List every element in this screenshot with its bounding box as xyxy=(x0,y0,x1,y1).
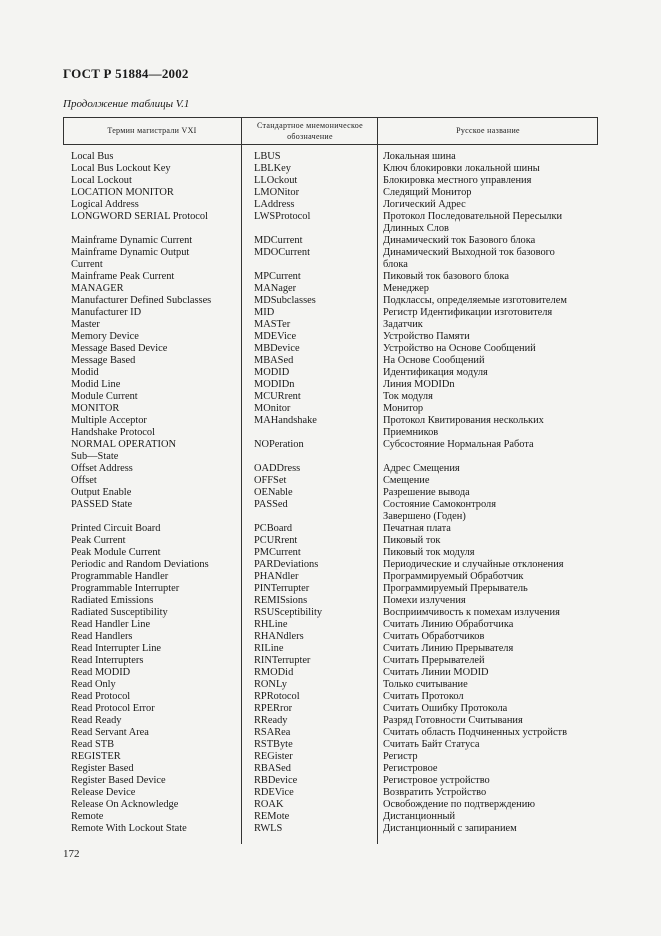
cell-mnemonic: LWSProtocol xyxy=(254,211,311,222)
table-row xyxy=(63,823,598,835)
cell-mnemonic: PCBoard xyxy=(254,523,293,534)
table-row xyxy=(63,715,598,727)
table-row xyxy=(63,679,598,691)
cell-term: Periodic and Random Deviations xyxy=(71,559,209,570)
cell-russian: Состояние Самоконтроля Завершено (Годен) xyxy=(383,499,496,522)
table-right-border xyxy=(597,117,598,144)
cell-russian: Регистр xyxy=(383,751,418,762)
cell-mnemonic: MID xyxy=(254,307,275,318)
table-row xyxy=(63,295,598,307)
cell-term: Peak Module Current xyxy=(71,547,161,558)
cell-term: Local Bus xyxy=(71,151,114,162)
cell-russian: Устройство на Основе Сообщений xyxy=(383,343,536,354)
cell-term: Remote With Lockout State xyxy=(71,823,187,834)
cell-russian: Считать Ошибку Протокола xyxy=(383,703,508,714)
cell-russian: Устройство Памяти xyxy=(383,331,470,342)
table-row xyxy=(63,367,598,379)
cell-mnemonic: MPCurrent xyxy=(254,271,301,282)
table-row xyxy=(63,547,598,559)
cell-russian: Регистровое устройство xyxy=(383,775,490,786)
cell-mnemonic: RMODid xyxy=(254,667,294,678)
cell-russian: Только считывание xyxy=(383,679,468,690)
column-header-term: Термин магистрали VXI xyxy=(107,126,197,135)
cell-mnemonic: RWLS xyxy=(254,823,283,834)
cell-term: Multiple Acceptor Handshake Protocol xyxy=(71,415,155,438)
cell-term: Peak Current xyxy=(71,535,126,546)
cell-mnemonic: MBASed xyxy=(254,355,294,366)
table-row xyxy=(63,787,598,799)
table-row xyxy=(63,463,598,475)
table-row xyxy=(63,571,598,583)
cell-russian: Считать Протокол xyxy=(383,691,464,702)
cell-term: Release Device xyxy=(71,787,136,798)
table-top-border xyxy=(63,117,598,118)
table-row xyxy=(63,583,598,595)
cell-russian: Считать Линию Обработчика xyxy=(383,619,514,630)
cell-russian: Пиковый ток базового блока xyxy=(383,271,509,282)
cell-mnemonic: LLOckout xyxy=(254,175,298,186)
header-bottom-border xyxy=(63,144,598,145)
table-caption: Продолжение таблицы V.1 xyxy=(63,98,190,110)
cell-mnemonic: LBUS xyxy=(254,151,281,162)
cell-mnemonic: RINTerrupter xyxy=(254,655,311,666)
cell-mnemonic: PARDeviations xyxy=(254,559,319,570)
cell-term: Local Lockout xyxy=(71,175,132,186)
table-row xyxy=(63,595,598,607)
table-row xyxy=(63,175,598,187)
cell-russian: Периодические и случайные отклонения xyxy=(383,559,564,570)
cell-mnemonic: REMISsions xyxy=(254,595,308,606)
cell-mnemonic: PHANdler xyxy=(254,571,299,582)
cell-mnemonic: RPRotocol xyxy=(254,691,300,702)
cell-term: Output Enable xyxy=(71,487,132,498)
cell-mnemonic: RSUSceptibility xyxy=(254,607,323,618)
cell-term: Offset xyxy=(71,475,97,486)
cell-russian: Линия MODIDn xyxy=(383,379,455,390)
cell-mnemonic: LBLKey xyxy=(254,163,291,174)
table-row xyxy=(63,151,598,163)
cell-russian: Программируемый Обработчик xyxy=(383,571,524,582)
cell-russian: Помехи излучения xyxy=(383,595,466,606)
cell-russian: Считать Линию Прерывателя xyxy=(383,643,514,654)
cell-mnemonic: RDEVice xyxy=(254,787,294,798)
cell-russian: Блокировка местного управления xyxy=(383,175,532,186)
cell-mnemonic: RSARea xyxy=(254,727,291,738)
cell-mnemonic: NOPeration xyxy=(254,439,304,450)
cell-mnemonic: OADDress xyxy=(254,463,301,474)
cell-term: Message Based xyxy=(71,355,136,366)
table-row xyxy=(63,643,598,655)
cell-mnemonic: RBASed xyxy=(254,763,291,774)
cell-mnemonic: OENable xyxy=(254,487,293,498)
cell-russian: Динамический ток Базового блока xyxy=(383,235,536,246)
cell-mnemonic: RBDevice xyxy=(254,775,298,786)
cell-russian: Логический Адрес xyxy=(383,199,466,210)
table-row xyxy=(63,439,598,463)
table-row xyxy=(63,763,598,775)
cell-russian: Протокол Последовательной Пересылки Длинных Слов xyxy=(383,211,563,234)
table-row xyxy=(63,799,598,811)
table-row xyxy=(63,403,598,415)
cell-russian: Восприимчивость к помехам излучения xyxy=(383,607,560,618)
table-row xyxy=(63,487,598,499)
cell-mnemonic: MODIDn xyxy=(254,379,295,390)
cell-russian: Программируемый Прерыватель xyxy=(383,583,528,594)
table-row xyxy=(63,187,598,199)
table-row xyxy=(63,631,598,643)
cell-term: Read Handlers xyxy=(71,631,133,642)
cell-term: Mainframe Peak Current xyxy=(71,271,175,282)
cell-term: Mainframe Dynamic Output Current xyxy=(71,247,190,270)
cell-russian: Разряд Готовности Считывания xyxy=(383,715,523,726)
cell-russian: Считать Прерывателей xyxy=(383,655,485,666)
cell-mnemonic: PCURrent xyxy=(254,535,298,546)
cell-russian: На Основе Сообщений xyxy=(383,355,485,366)
cell-mnemonic: RONLy xyxy=(254,679,287,690)
cell-mnemonic: MAHandshake xyxy=(254,415,317,426)
cell-russian: Регистровое xyxy=(383,763,438,774)
cell-term: Read Interrupter Line xyxy=(71,643,162,654)
column-header-mnemonic: Стандартное мнемоническое обозначение xyxy=(256,121,364,141)
cell-mnemonic: MASTer xyxy=(254,319,291,330)
cell-term: Message Based Device xyxy=(71,343,168,354)
table-row xyxy=(63,391,598,403)
cell-term: Manufacturer Defined Subclasses xyxy=(71,295,212,306)
cell-term: Logical Address xyxy=(71,199,139,210)
cell-term: Read Ready xyxy=(71,715,122,726)
cell-term: Radiated Emissions xyxy=(71,595,154,606)
cell-russian: Задатчик xyxy=(383,319,423,330)
cell-term: Register Based Device xyxy=(71,775,166,786)
cell-russian: Печатная плата xyxy=(383,523,451,534)
cell-term: Module Current xyxy=(71,391,138,402)
cell-russian: Идентификация модуля xyxy=(383,367,488,378)
cell-mnemonic: MANager xyxy=(254,283,297,294)
table-row xyxy=(63,319,598,331)
cell-term: Read Protocol Error xyxy=(71,703,155,714)
cell-term: Radiated Susceptibility xyxy=(71,607,168,618)
table-row xyxy=(63,379,598,391)
table-row xyxy=(63,619,598,631)
cell-russian: Ток модуля xyxy=(383,391,433,402)
cell-term: Read Interrupters xyxy=(71,655,144,666)
cell-term: Memory Device xyxy=(71,331,139,342)
cell-mnemonic: LMONitor xyxy=(254,187,300,198)
cell-russian: Динамический Выходной ток базового блока xyxy=(383,247,555,270)
table-row xyxy=(63,283,598,295)
column-header-russian: Русское название xyxy=(456,126,520,135)
cell-term: LONGWORD SERIAL Protocol xyxy=(71,211,208,222)
cell-russian: Монитор xyxy=(383,403,424,414)
cell-mnemonic: REGister xyxy=(254,751,293,762)
table-row xyxy=(63,415,598,439)
cell-mnemonic: ROAK xyxy=(254,799,284,810)
cell-term: Read Protocol xyxy=(71,691,131,702)
table-row xyxy=(63,247,598,271)
cell-russian: Освобождение по подтверждению xyxy=(383,799,536,810)
cell-russian: Подклассы, определяемые изготовителем xyxy=(383,295,567,306)
cell-russian: Считать область Подчиненных устройств xyxy=(383,727,568,738)
cell-term: Read Servant Area xyxy=(71,727,149,738)
cell-term: Read MODID xyxy=(71,667,131,678)
table-row xyxy=(63,163,598,175)
cell-term: REGISTER xyxy=(71,751,121,762)
table-row xyxy=(63,307,598,319)
table-row xyxy=(63,355,598,367)
cell-mnemonic: RPERror xyxy=(254,703,293,714)
table-row xyxy=(63,691,598,703)
cell-term: Release On Acknowledge xyxy=(71,799,179,810)
table-row xyxy=(63,667,598,679)
cell-russian: Пиковый ток модуля xyxy=(383,547,475,558)
cell-mnemonic: MDSubclasses xyxy=(254,295,316,306)
cell-term: Programmable Handler xyxy=(71,571,169,582)
cell-mnemonic: MDOCurrent xyxy=(254,247,310,258)
cell-term: Programmable Interrupter xyxy=(71,583,180,594)
table-row xyxy=(63,811,598,823)
cell-mnemonic: PMCurrent xyxy=(254,547,301,558)
table-row xyxy=(63,343,598,355)
cell-term: Manufacturer ID xyxy=(71,307,142,318)
table-row xyxy=(63,331,598,343)
cell-russian: Регистр Идентификации изготовителя xyxy=(383,307,553,318)
cell-mnemonic: RReady xyxy=(254,715,288,726)
cell-term: Master xyxy=(71,319,100,330)
cell-term: Offset Address xyxy=(71,463,133,474)
cell-mnemonic: REMote xyxy=(254,811,290,822)
cell-mnemonic: MDEVice xyxy=(254,331,297,342)
cell-russian: Субсостояние Нормальная Работа xyxy=(383,439,534,450)
cell-russian: Считать Обработчиков xyxy=(383,631,485,642)
cell-russian: Пиковый ток xyxy=(383,535,441,546)
page-number: 172 xyxy=(63,848,80,860)
cell-russian: Дистанционный с запиранием xyxy=(383,823,517,834)
table-row xyxy=(63,199,598,211)
cell-mnemonic: RILine xyxy=(254,643,284,654)
cell-term: MONITOR xyxy=(71,403,120,414)
cell-term: Printed Circuit Board xyxy=(71,523,161,534)
table-left-border xyxy=(63,117,64,144)
table-row xyxy=(63,775,598,787)
cell-russian: Ключ блокировки локальной шины xyxy=(383,163,540,174)
table-row xyxy=(63,475,598,487)
cell-term: Local Bus Lockout Key xyxy=(71,163,171,174)
table-row xyxy=(63,739,598,751)
cell-term: Read STB xyxy=(71,739,115,750)
table-row xyxy=(63,523,598,535)
cell-russian: Смещение xyxy=(383,475,430,486)
cell-mnemonic: MCURrent xyxy=(254,391,301,402)
cell-term: Mainframe Dynamic Current xyxy=(71,235,193,246)
cell-mnemonic: PINTerrupter xyxy=(254,583,310,594)
cell-mnemonic: RHANdlers xyxy=(254,631,304,642)
cell-russian: Разрешение вывода xyxy=(383,487,470,498)
cell-russian: Считать Байт Статуса xyxy=(383,739,480,750)
cell-mnemonic: RHLine xyxy=(254,619,288,630)
cell-russian: Протокол Квитирования нескольких Приемников xyxy=(383,415,544,438)
cell-mnemonic: OFFSet xyxy=(254,475,287,486)
cell-mnemonic: MBDevice xyxy=(254,343,300,354)
cell-mnemonic: MDCurrent xyxy=(254,235,303,246)
cell-term: Read Handler Line xyxy=(71,619,151,630)
cell-mnemonic: RSTByte xyxy=(254,739,293,750)
table-row xyxy=(63,535,598,547)
cell-term: Read Only xyxy=(71,679,116,690)
table-row xyxy=(63,655,598,667)
cell-term: Remote xyxy=(71,811,104,822)
cell-mnemonic: PASSed xyxy=(254,499,288,510)
cell-term: PASSED State xyxy=(71,499,133,510)
cell-term: NORMAL OPERATION Sub—State xyxy=(71,439,176,462)
cell-russian: Менеджер xyxy=(383,283,429,294)
cell-term: Modid Line xyxy=(71,379,121,390)
cell-russian: Считать Линии MODID xyxy=(383,667,489,678)
table-row xyxy=(63,271,598,283)
cell-russian: Следящий Монитор xyxy=(383,187,472,198)
cell-russian: Локальная шина xyxy=(383,151,456,162)
document-code: ГОСТ Р 51884—2002 xyxy=(63,66,189,81)
cell-term: LOCATION MONITOR xyxy=(71,187,174,198)
cell-russian: Возвратить Устройство xyxy=(383,787,487,798)
table-row xyxy=(63,559,598,571)
table-row xyxy=(63,751,598,763)
cell-mnemonic: LAddress xyxy=(254,199,295,210)
cell-mnemonic: MODID xyxy=(254,367,290,378)
table-row xyxy=(63,727,598,739)
table-row xyxy=(63,607,598,619)
table-row xyxy=(63,211,598,235)
table-row xyxy=(63,499,598,523)
table-row xyxy=(63,703,598,715)
cell-mnemonic: MOnitor xyxy=(254,403,291,414)
cell-term: MANAGER xyxy=(71,283,124,294)
cell-term: Modid xyxy=(71,367,99,378)
cell-term: Register Based xyxy=(71,763,134,774)
table-row xyxy=(63,235,598,247)
cell-russian: Адрес Смещения xyxy=(383,463,460,474)
cell-russian: Дистанционный xyxy=(383,811,456,822)
